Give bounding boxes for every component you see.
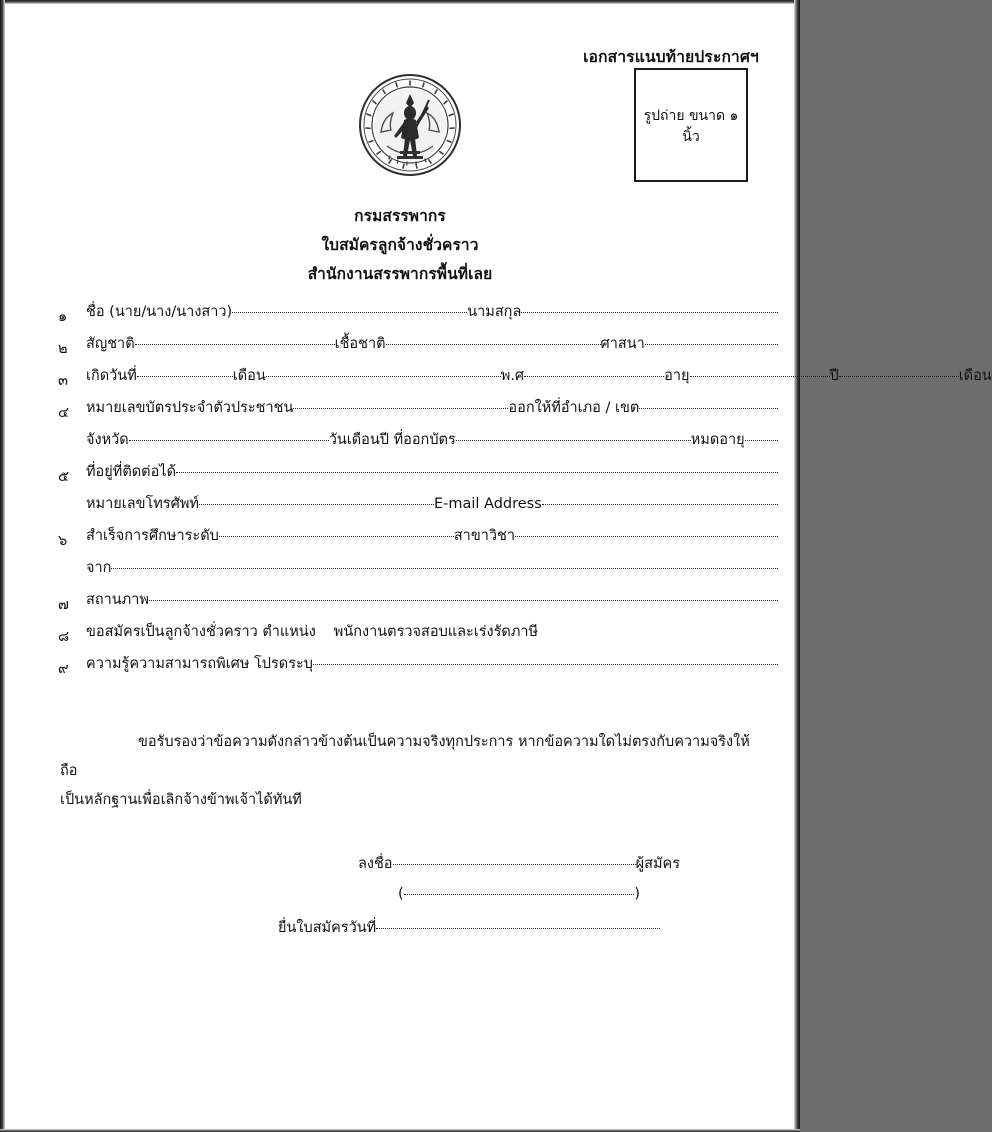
- label-religion: ศาสนา: [600, 336, 645, 352]
- label-institution: จาก: [86, 560, 112, 576]
- label-surname: นามสกุล: [467, 304, 522, 320]
- item-number-3: ๓: [58, 373, 68, 389]
- form-row-address: [0, 460, 800, 492]
- input-phone-number[interactable]: [199, 494, 434, 508]
- input-issue-date[interactable]: [456, 430, 691, 444]
- label-nationality: สัญชาติ: [86, 336, 135, 352]
- item-number-1: ๑: [58, 309, 68, 325]
- item-number-5: ๕: [58, 469, 69, 485]
- label-special-skills: ความรู้ความสามารถพิเศษ โปรดระบุ: [86, 656, 313, 672]
- form-row-institution: [0, 556, 800, 588]
- value-position-title: พนักงานตรวจสอบและเร่งรัดภาษี: [333, 624, 539, 640]
- scan-edge-top: [0, 0, 800, 4]
- input-field-of-study[interactable]: [515, 526, 778, 540]
- label-age: อายุ: [664, 368, 690, 384]
- input-ethnicity[interactable]: [386, 334, 601, 348]
- label-education-level: สำเร็จการศึกษาระดับ: [86, 528, 219, 544]
- photo-box-text: [636, 106, 746, 148]
- input-province[interactable]: [129, 430, 329, 444]
- input-birth-year[interactable]: [524, 366, 664, 380]
- certification-statement: [60, 728, 760, 815]
- paren-close: ): [634, 886, 640, 902]
- form-fields: [0, 300, 992, 684]
- input-id-card-number[interactable]: [293, 398, 508, 412]
- certification-line-2: เป็นหลักฐานเพื่อเลิกจ้างข้าพเจ้าได้ทันที: [60, 792, 302, 808]
- signature-block: [0, 852, 800, 948]
- submit-date-row: [0, 916, 800, 948]
- input-age-years[interactable]: [690, 366, 830, 380]
- label-signature: ลงชื่อ: [358, 856, 393, 872]
- form-row-id-card-province: [0, 428, 800, 460]
- label-phone-number: หมายเลขโทรศัพท์: [86, 496, 199, 512]
- label-birth-day: เกิดวันที่: [86, 368, 137, 384]
- title-line-office: สำนักงานสรรพากรพื้นที่เลย: [307, 265, 493, 283]
- label-id-card-number: หมายเลขบัตรประจำตัวประชาชน: [86, 400, 294, 416]
- label-field-of-study: สาขาวิชา: [453, 528, 515, 544]
- item-number-7: ๗: [58, 597, 69, 613]
- label-issued-district: ออกให้ที่อำเภอ / เขต: [508, 400, 640, 416]
- title-line-department: กรมสรรพากร: [354, 207, 446, 225]
- label-age-months-unit: เดือน: [958, 368, 992, 384]
- photo-box-line1: รูปถ่าย ขนาด ๑: [643, 108, 739, 124]
- input-printed-name[interactable]: [404, 884, 635, 898]
- input-education-level[interactable]: [219, 526, 454, 540]
- label-birth-month: เดือน: [232, 368, 266, 384]
- item-number-8: ๘: [58, 629, 70, 645]
- input-surname[interactable]: [521, 302, 778, 316]
- label-applicant: ผู้สมัคร: [635, 856, 680, 872]
- signature-row: [0, 852, 800, 884]
- form-row-position-applied: [0, 620, 800, 652]
- photo-placeholder-box: [634, 68, 748, 182]
- form-row-marital-status: [0, 588, 800, 620]
- form-row-nationality: [0, 332, 800, 364]
- input-religion[interactable]: [645, 334, 778, 348]
- attachment-note: เอกสารแนบท้ายประกาศฯ: [583, 48, 759, 66]
- label-email-address: E-mail Address: [433, 496, 542, 512]
- input-email-address[interactable]: [542, 494, 778, 508]
- form-title-block: [100, 202, 700, 289]
- printed-name-row: [0, 884, 800, 916]
- photo-box-line2: นิ้ว: [682, 129, 700, 145]
- input-submit-date[interactable]: [376, 918, 660, 932]
- input-special-skills[interactable]: [313, 654, 778, 668]
- label-marital-status: สถานภาพ: [86, 592, 149, 608]
- input-contact-address[interactable]: [176, 462, 778, 476]
- label-expiry-date: หมดอายุ: [690, 432, 745, 448]
- label-ethnicity: เชื้อชาติ: [334, 336, 386, 352]
- input-birth-day[interactable]: [137, 366, 233, 380]
- item-number-6: ๖: [58, 533, 68, 549]
- form-row-id-card: [0, 396, 800, 428]
- input-signature[interactable]: [393, 854, 636, 868]
- input-institution[interactable]: [111, 558, 778, 572]
- label-contact-address: ที่อยู่ที่ติดต่อได้: [86, 464, 176, 480]
- label-full-name: ชื่อ (นาย/นาง/นางสาว): [86, 304, 233, 320]
- title-line-form-name: ใบสมัครลูกจ้างชั่วคราว: [321, 236, 479, 254]
- label-position-applied: ขอสมัครเป็นลูกจ้างชั่วคราว ตำแหน่ง: [86, 624, 316, 640]
- form-row-birthdate: [0, 364, 992, 396]
- label-issue-date: วันเดือนปี ที่ออกบัตร: [328, 432, 456, 448]
- label-age-years-unit: ปี: [829, 368, 839, 384]
- input-issued-district[interactable]: [639, 398, 778, 412]
- certification-line-1: ขอรับรองว่าข้อความดังกล่าวข้างต้นเป็นความจริงทุกประการ หากข้อความใดไม่ตรงกับความจริงให้ถือ: [60, 734, 750, 779]
- input-marital-status[interactable]: [149, 590, 778, 604]
- input-nationality[interactable]: [135, 334, 335, 348]
- label-province: จังหวัด: [86, 432, 129, 448]
- input-birth-month[interactable]: [266, 366, 501, 380]
- input-age-months[interactable]: [839, 366, 959, 380]
- input-expiry-date[interactable]: [745, 430, 778, 444]
- item-number-2: ๒: [58, 341, 68, 357]
- form-row-phone-email: [0, 492, 800, 524]
- form-row-education: [0, 524, 800, 556]
- item-number-9: ๙: [58, 661, 69, 677]
- input-first-name[interactable]: [232, 302, 467, 316]
- label-birth-year: พ.ศ: [500, 368, 525, 384]
- paren-open: (: [398, 886, 404, 902]
- item-number-4: ๔: [58, 405, 69, 421]
- label-submit-date: ยื่นใบสมัครวันที่: [278, 920, 377, 936]
- form-row-name: [0, 300, 800, 332]
- form-row-special-skills: [0, 652, 800, 684]
- revenue-department-seal-icon: [357, 72, 463, 178]
